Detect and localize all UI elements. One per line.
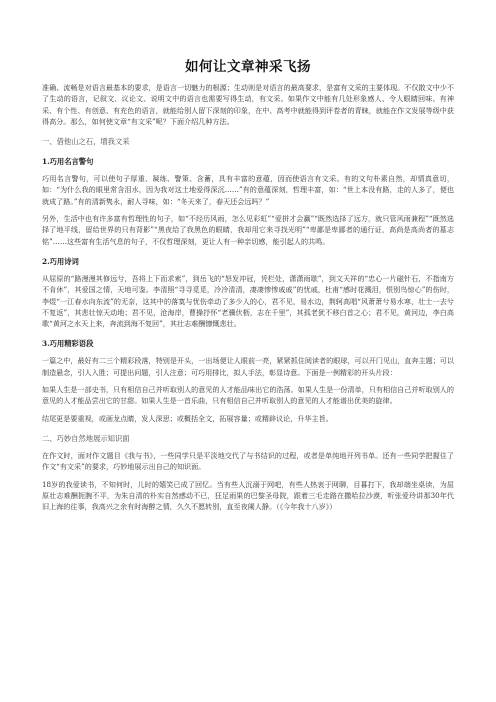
paragraph: 从屈原的“路漫漫其修远兮，吾将上下而求索”，到岳飞的“怒发冲冠，凭栏处，潇潇雨歇”，到文天祥的“忠心一片磁针石，不指南方不肯休”，其爱国之情，天地可鉴。李清照“寻寻觅觅，冷冷清清，凄凄惨惨戚戚”的忧戚，杜甫“感时花溅泪，恨别鸟惊心”的伤时，李煜“一江春水向东流”的无奈，这其中的落寞与忧伤牵动了多少人的心，君不见，易水边，荆轲高唱“风萧萧兮易水寒，壮士一去兮不复返”，其悲壮惊天动地；君不见，沧海岸，曹操抒怀“老骥伏枥，志在千里”，其孤老犹不移白首之心；君不见，黄河边，李白高歌“黄河之水天上来，奔流到海不复回”，其壮志难酬慷慨悲壮。 (42, 273, 454, 329)
subsection-heading-2: 2.巧用诗词 (42, 256, 79, 266)
paragraph: 如果人生是一部史书，只有相信自己并听取别人的意见的人才能品味出它的浩荡。如果人生是一份清单，只有相信自己并听取别人的意见的人才能品尝出它的甘甜。如果人生是一首乐曲，只有相信自己并听取别人的意见的人才能谱出优美的旋律。 (42, 385, 454, 406)
paragraph: 18岁的我爱读书，不知何时，儿时的嬉笑已成了回忆。当有些人沉溺于网吧，有些人热衷于网聊，目暮打下，我却端坐桌读，为屈原壮志难酬扼腕不平，为朱自清的朴实自然感动不已，狂足雨果的巴黎圣母院，跟着三毛走路在撒哈拉沙漠，听张爱玲讲那30年代旧上海的往事，我高兴之余有时海醉之情，久久不愿转别，直至夜阑人静。（《今年我十八岁》） (42, 479, 454, 512)
subsection-heading-3: 3.巧用精彩语段 (42, 339, 94, 349)
paragraph: 一篇之中，最好有二三个精彩段落，特别是开头，一出场便让人眼前一亮，紧紧抓住阅读者的眼球，可以开门见山，直奔主题；可以制造悬念，引人入胜；可提出问题，引人注意；可巧用排比，拟人手法，彰显诗意。下面是一例精彩的开头片段： (42, 356, 454, 377)
paragraph: 另外，生活中也有许多富有哲理性的句子，如“不经历风雨，怎么见彩虹”“爱拼才会赢”“既然选择了远方，就只管风雨兼程”“既然选择了地平线，留给世界的只有背影”“黑夜给了我黑色的眼睛，我却用它来寻找光明”“卑鄙是卑鄙者的通行证，高尚是高尚者的墓志铭”……这些富有生活气息的句子，不仅哲理深刻，更让人有一种亲切感，能引起人的共鸣。 (42, 214, 454, 246)
paragraph: 巧用名言警句，可以使句子厚重、凝练、警策、含蓄，具有丰富的意蕴，因而使语言有文采。有的文句朴素自然，却情真意切，如：“为什么我的眼里常含泪水，因为我对这土地爱得深沉……”有的意蕴深刻，哲理丰富，如：“世上本没有路，走的人多了，便也就成了路。”有的清新隽永，耐人寻味，如：“冬天来了，春天还会远吗？” (42, 174, 454, 206)
section-heading-1: 一、借他山之石，增我文采 (42, 137, 130, 147)
page-title: 如何让文章神采飞扬 (185, 59, 311, 75)
subsection-heading-1: 1.巧用名言警句 (42, 157, 94, 167)
intro-paragraph: 准确、流畅是对语言最基本的要求，是语言一切魅力的根源；生动则是对语言的最高要求，是富有文采的主要体现。不仅散文中少不了生动的语言，记叙文、议论文、说明文中的语言也需要写得生动，有文采。如果作文中能有几处形象感人、令人眼睛回味、有神采、有个性、有创意、有充色的语言，就能给别人留下深刻的印象，在中、高考中就能得到评卷者的青睐，就能在作文发展等级中获得高分。那么，如何使文章“有文采”呢？下面介绍几种方法。 (42, 83, 454, 126)
paragraph: 结尾更是要重视，或画龙点睛，发人深思；或概括全文，拓展容量；或精辟议论，升华主旨。 (42, 413, 333, 423)
paragraph: 在作文时，面对作文题目《我与书》，一些同学只是平淡地交代了与书结识的过程，或者是单纯地开列书单。还有一些同学把握住了作文“有文采”的要求，巧妙地展示出自己的知识面。 (42, 450, 454, 472)
section-heading-2: 二、巧妙自然地展示知识面 (42, 433, 130, 443)
